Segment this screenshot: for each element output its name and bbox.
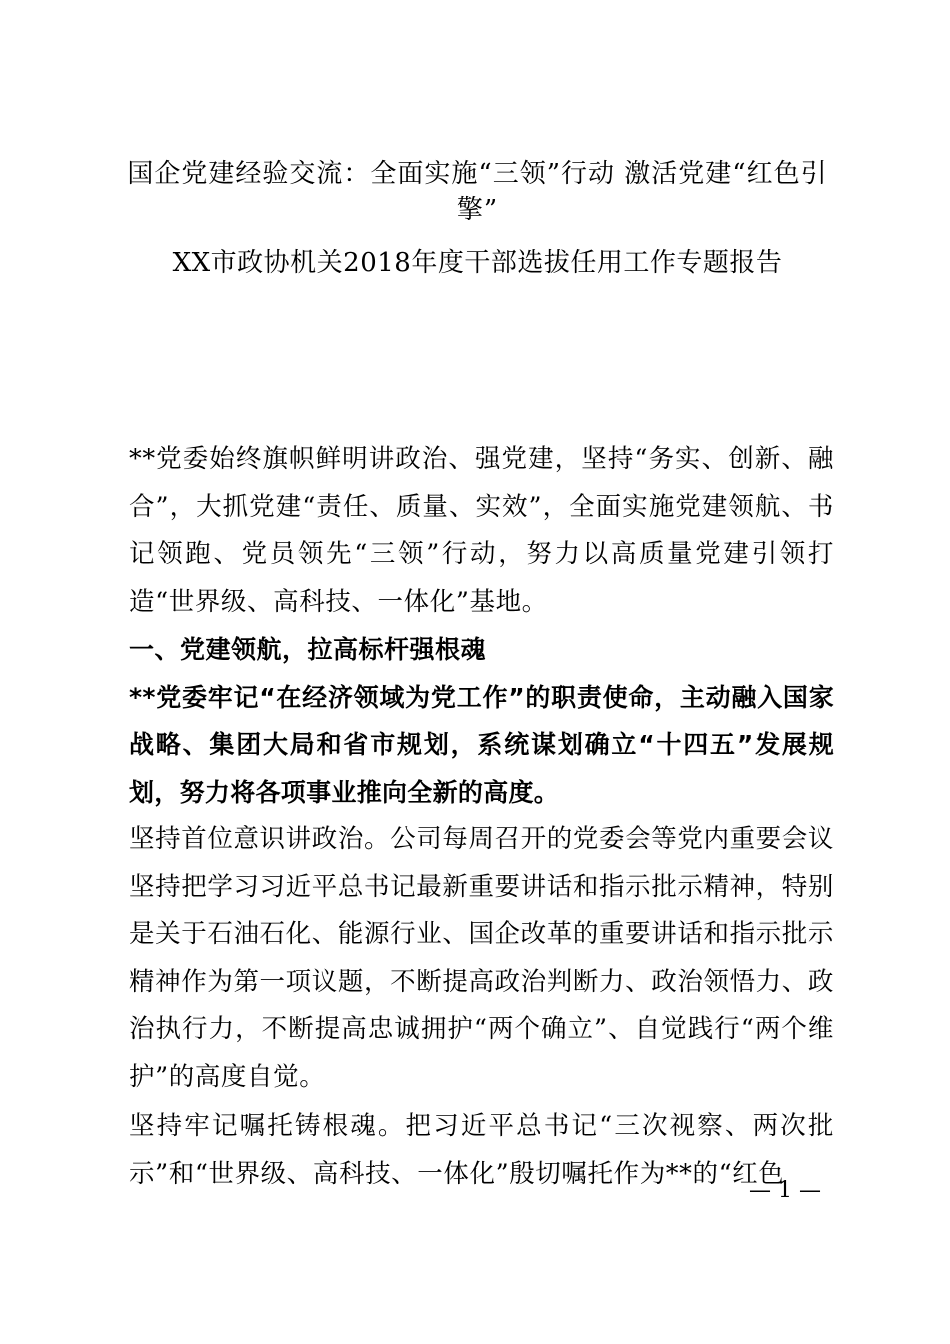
paragraph-political-awareness: 坚持首位意识讲政治。公司每周召开的党委会等党内重要会议坚持把学习习近平总书记最新重要讲话和指示批示精神，特别是关于石油石化、能源行业、国企改革的重要讲话和指示批示精神作为第一项议题，不断提高政治判断力、政治领悟力、政治执行力，不断提高忠诚拥护“两个确立”、自觉践行“两个维护”的高度自觉。 (129, 824, 834, 1092)
section-1-heading: 一、党建领航，拉高标杆强根魂 (129, 635, 487, 664)
document-subtitle: XX市政协机关2018年度干部选拔任用工作专题报告 (172, 248, 783, 278)
page-number: — 1 — (749, 1178, 821, 1203)
paragraph-entrustment: 坚持牢记嘱托铸根魂。把习近平总书记“三次视察、两次批示”和“世界级、高科技、一体化”殷切嘱托作为**的“红色 (129, 1111, 834, 1189)
document-body (129, 436, 834, 1198)
document-title: 国企党建经验交流：全面实施“三领”行动 激活党建“红色引擎” (127, 159, 828, 225)
intro-paragraph: **党委始终旗帜鲜明讲政治、强党建，坚持“务实、创新、融合”，大抓党建“责任、质量、实效”，全面实施党建领航、书记领跑、党员领先“三领”行动，努力以高质量党建引领打造“世界级、高科技、一体化”基地。 (129, 444, 834, 617)
section-1-lead-paragraph: **党委牢记“在经济领域为党工作”的职责使命，主动融入国家战略、集团大局和省市规划，系统谋划确立“十四五”发展规划，努力将各项事业推向全新的高度。 (129, 682, 834, 807)
title-block (125, 156, 830, 307)
